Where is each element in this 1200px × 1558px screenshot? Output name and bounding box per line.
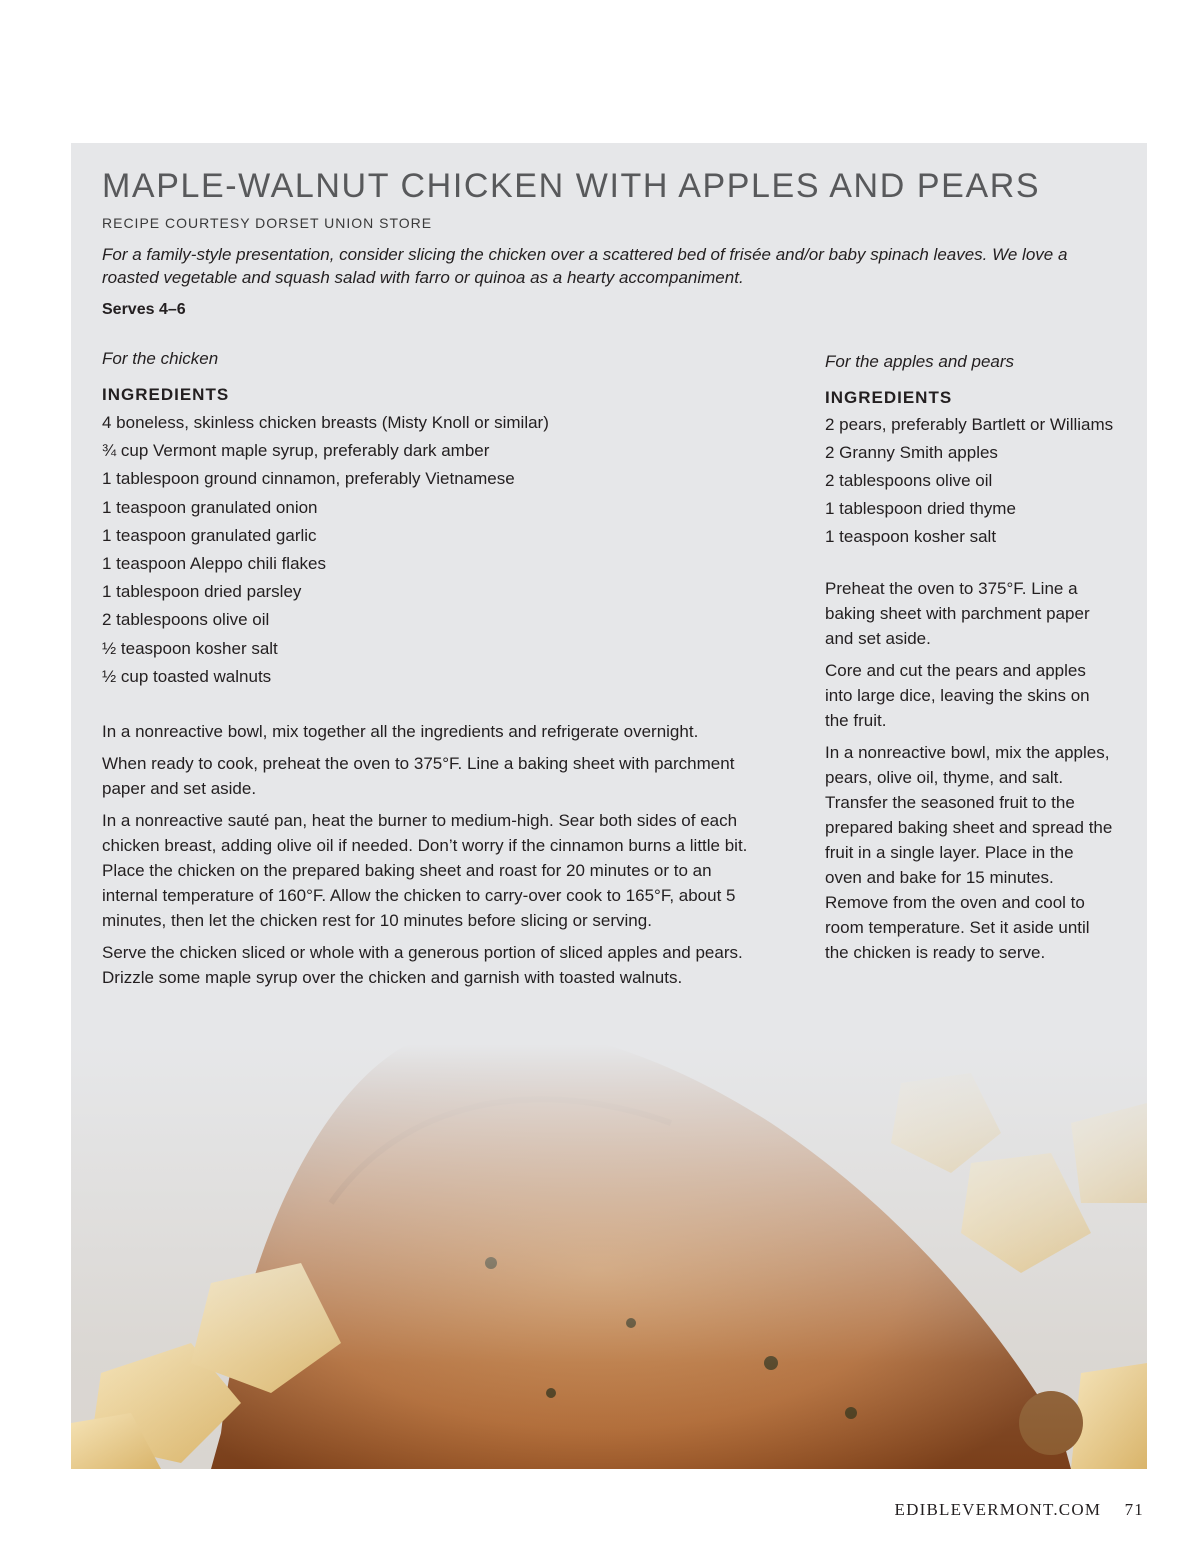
fruit-ingredients-heading: INGREDIENTS [825,388,953,407]
page-footer [895,1500,1144,1520]
fruit-subhead: For the apples and pears [825,352,1015,371]
ingredient-item: 2 Granny Smith apples [825,443,998,462]
recipe-panel [71,143,1147,1469]
ingredient-item: ¾ cup Vermont maple syrup, preferably dark amber [102,441,490,461]
serves-label: Serves 4–6 [102,301,186,318]
fruit-steps [825,576,1115,965]
chicken-steps [102,719,762,990]
chicken-ingredients-heading: INGREDIENTS [102,385,230,404]
ingredient-item: 1 teaspoon granulated onion [102,497,318,517]
ingredient-item: 1 tablespoon ground cinnamon, preferably Vietnamese [102,469,515,489]
step-paragraph: Core and cut the pears and apples into large dice, leaving the skins on the fruit. [825,661,1090,730]
ingredient-item: ½ cup toasted walnuts [102,666,272,686]
footer-site-name: EDIBLEVERMONT.COM [894,1500,1102,1519]
step-paragraph: Serve the chicken sliced or whole with a generous portion of sliced apples and pears. Drizzle some maple syrup over the chicken and garnish with toasted walnuts. [102,943,743,988]
ingredient-item: 1 tablespoon dried parsley [102,582,302,602]
chicken-column [102,347,762,997]
ingredient-item: 1 teaspoon granulated garlic [102,525,317,545]
page-number: 71 [1124,1500,1144,1519]
ingredient-item: 2 tablespoons olive oil [102,610,270,630]
ingredient-item: 1 teaspoon Aleppo chili flakes [102,554,326,574]
ingredient-item: 2 tablespoons olive oil [825,471,993,490]
step-paragraph: Preheat the oven to 375°F. Line a baking sheet with parchment paper and set aside. [825,579,1090,648]
recipe-title: MAPLE-WALNUT CHICKEN WITH APPLES AND PEARS [102,167,1041,205]
chicken-subhead: For the chicken [102,349,219,368]
step-paragraph: In a nonreactive bowl, mix the apples, pears, olive oil, thyme, and salt. Transfer the seasoned fruit to the prepared baking sheet and spread the fruit in a single layer. Place in the oven and bake for 15 minutes. Remove from the oven and cool to room temperature. Set it aside until the chicken is ready to serve. [825,743,1113,962]
recipe-credit: RECIPE COURTESY DORSET UNION STORE [102,215,433,231]
chicken-ingredients-list [102,409,762,691]
fruit-ingredients-list [825,412,1115,549]
ingredient-item: ½ teaspoon kosher salt [102,638,278,658]
fruit-column [825,350,1115,972]
ingredient-item: 1 teaspoon kosher salt [825,527,997,546]
ingredient-item: 4 boneless, skinless chicken breasts (Misty Knoll or similar) [102,413,549,432]
step-paragraph: In a nonreactive bowl, mix together all the ingredients and refrigerate overnight. [102,722,699,742]
ingredient-item: 1 tablespoon dried thyme [825,499,1016,518]
ingredient-item: 2 pears, preferably Bartlett or Williams [825,415,1114,434]
step-paragraph: In a nonreactive sauté pan, heat the burner to medium-high. Sear both sides of each chicken breast, adding olive oil if needed. Don’t worry if the cinnamon burns a little bit. Place the chicken on the prepared baking sheet and roast for 20 minutes or to an internal temperature of 160°F. Allow the chicken to carry-over cook to 165°F, about 5 minutes, then let the chicken rest for 10 minutes before slicing or serving. [102,811,748,931]
recipe-intro: For a family-style presentation, consider slicing the chicken over a scattered bed of frisée and/or baby spinach leaves. We love a roasted vegetable and squash salad with farro or quinoa as a hearty accompaniment. [102,245,1068,287]
step-paragraph: When ready to cook, preheat the oven to 375°F. Line a baking sheet with parchment paper and set aside. [102,754,735,799]
